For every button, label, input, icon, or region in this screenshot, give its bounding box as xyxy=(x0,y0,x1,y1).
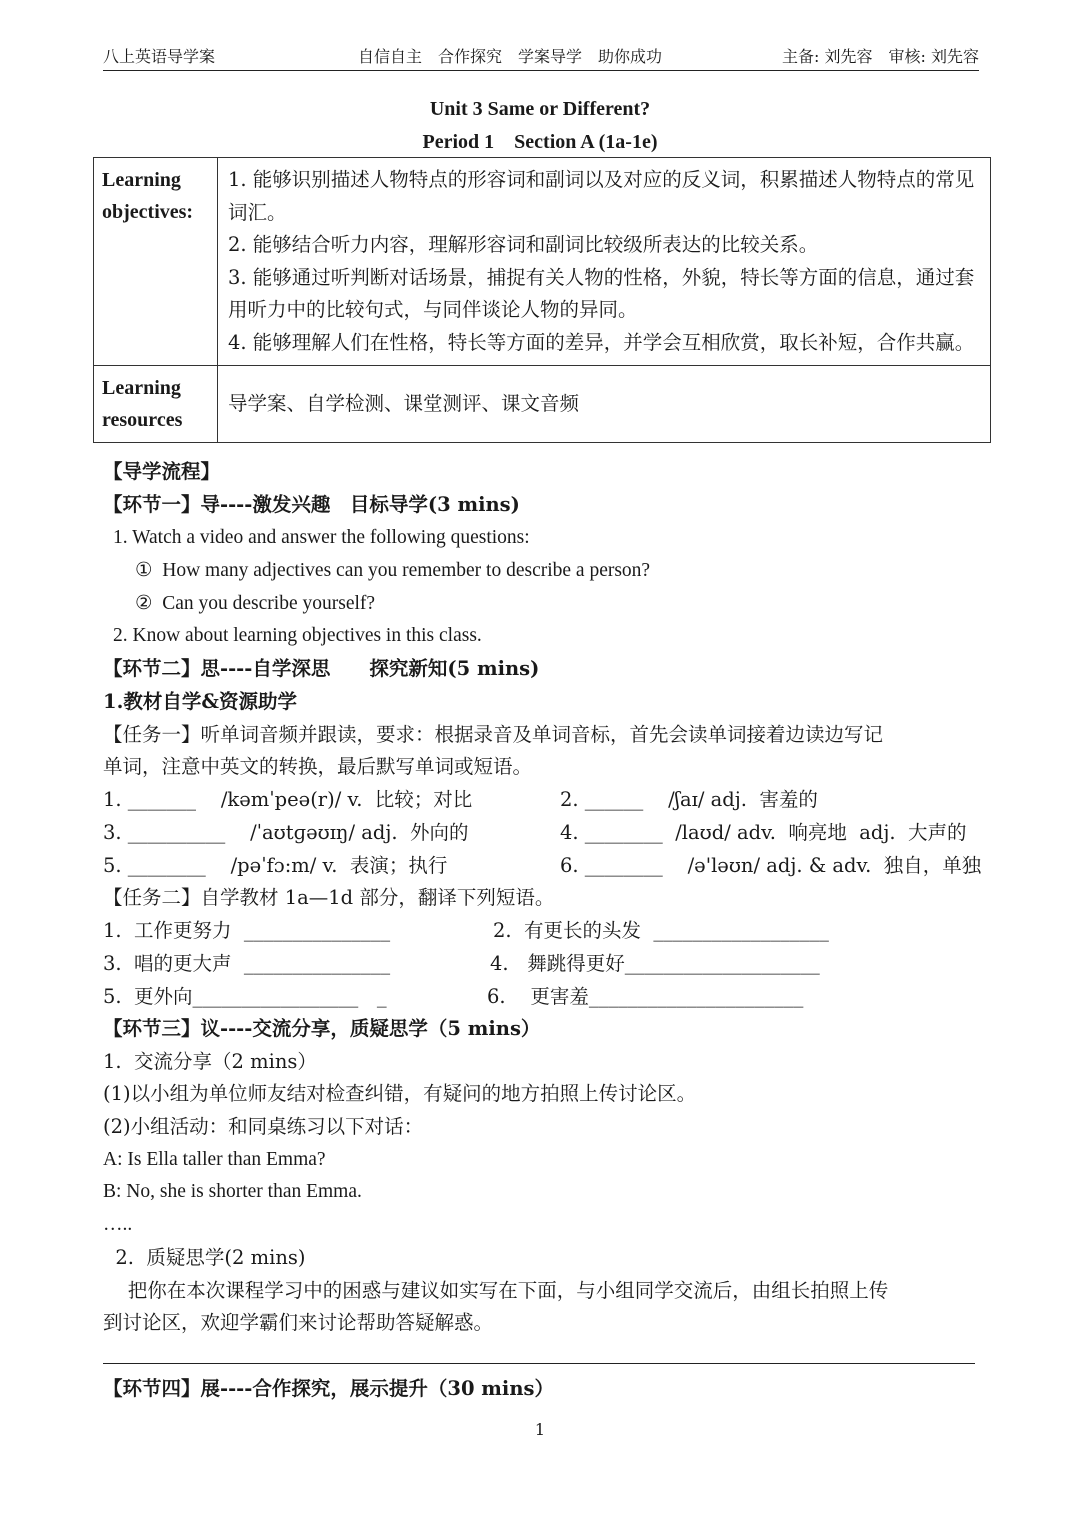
period-subtitle: Period 1 Section A (1a-1e) xyxy=(422,131,658,153)
objectives-list xyxy=(218,158,991,366)
phrase-item: 6. 更害羞______________________ xyxy=(487,985,804,1008)
stage1-question-1a: ① How many adjectives can you remember to describe a person? xyxy=(135,560,651,581)
stage4-title: 【环节四】展----合作探究，展示提升（30 mins） xyxy=(103,1377,554,1400)
stage3-part2-line1: 把你在本次课程学习中的困惑与建议如实写在下面，与小组同学交流后，由组长拍照上传 xyxy=(103,1279,889,1302)
header-left: 八上英语导学案 xyxy=(103,47,216,66)
dialog-ellipsis: ….. xyxy=(103,1214,133,1235)
vocab-item: 1. _______ /kəmˈpeə(r)/ v. 比较；对比 xyxy=(103,788,473,811)
stage1-question-1b: ② Can you describe yourself? xyxy=(135,593,376,614)
stage3-part2-line2: 到讨论区，欢迎学霸们来讨论帮助答疑解惑。 xyxy=(103,1311,494,1334)
resources-label: Learning resources xyxy=(94,366,218,443)
objective-item: 4. 能够理解人们在性格，特长等方面的差异，并学会互相欣赏，取长补短，合作共赢。 xyxy=(228,330,975,354)
header-right: 主备: 刘先容 审核: 刘先容 xyxy=(782,47,979,66)
stage2-subtitle: 1.教材自学&资源助学 xyxy=(103,690,297,713)
phrase-item: 5. 更外向_________________ _ xyxy=(103,985,387,1008)
vocab-item: 6. ________ /ə'ləʊn/ adj. & adv. 独自，单独 xyxy=(560,854,982,877)
stage3-part1b: (2)小组活动：和同桌练习以下对话： xyxy=(103,1115,424,1138)
stage1-question-1: 1. Watch a video and answer the following questions: xyxy=(113,527,530,548)
answer-line xyxy=(103,1363,975,1364)
header-center: 自信自主 合作探究 学案导学 助你成功 xyxy=(358,47,663,66)
objective-item: 1. 能够识别描述人物特点的形容词和副词以及对应的反义词，积累描述人物特点的常见词汇。 xyxy=(228,168,975,224)
objectives-label: Learning objectives: xyxy=(94,158,218,366)
flow-title: 【导学流程】 xyxy=(103,460,221,483)
phrase-item: 2. 有更长的头发 __________________ xyxy=(493,919,829,942)
dialog-line-b: B: No, she is shorter than Emma. xyxy=(103,1181,362,1202)
objective-item: 2. 能够结合听力内容，理解形容词和副词比较级所表达的比较关系。 xyxy=(228,233,819,256)
page-number: 1 xyxy=(534,1420,546,1439)
stage1-title: 【环节一】导----激发兴趣 目标导学(3 mins) xyxy=(103,493,520,516)
task1-line1: 【任务一】听单词音频并跟读，要求：根据录音及单词音标，首先会读单词接着边读边写记 xyxy=(103,723,884,746)
stage3-part2: 2. 质疑思学(2 mins) xyxy=(103,1246,306,1269)
stage3-title: 【环节三】议----交流分享，质疑思学（5 mins） xyxy=(103,1017,541,1040)
vocab-item: 4. ________ /laʊd/ adv. 响亮地 adj. 大声的 xyxy=(560,821,967,844)
stage2-title: 【环节二】思----自学深思 探究新知(5 mins) xyxy=(103,657,540,680)
phrase-item: 3. 唱的更大声 _______________ xyxy=(103,952,391,975)
stage3-part1: 1. 交流分享（2 mins） xyxy=(103,1050,317,1073)
unit-title: Unit 3 Same or Different? xyxy=(429,98,651,120)
objective-item: 3. 能够通过听判断对话场景，捕捉有关人物的性格，外貌，特长等方面的信息，通过套用听力中的比较句式，与同伴谈论人物的异同。 xyxy=(228,265,975,321)
task2-title: 【任务二】自学教材 1a—1d 部分，翻译下列短语。 xyxy=(103,886,555,909)
phrase-item: 4. 舞跳得更好____________________ xyxy=(490,952,820,975)
stage3-part1a: (1)以小组为单位师友结对检查纠错，有疑问的地方拍照上传讨论区。 xyxy=(103,1082,697,1105)
stage1-question-2: 2. Know about learning objectives in this class. xyxy=(113,625,482,646)
vocab-item: 3. __________ /ˈaʊtɡəʊɪŋ/ adj. 外向的 xyxy=(103,821,469,844)
objectives-table xyxy=(93,157,991,443)
phrase-item: 1. 工作更努力 _______________ xyxy=(103,919,391,942)
task1-line2: 单词，注意中英文的转换，最后默写单词或短语。 xyxy=(103,755,533,778)
vocab-item: 5. ________ /pəˈfɔ:m/ v. 表演；执行 xyxy=(103,854,448,877)
resources-value: 导学案、自学检测、课堂测评、课文音频 xyxy=(218,366,991,443)
dialog-line-a: A: Is Ella taller than Emma? xyxy=(103,1149,326,1170)
page-header xyxy=(103,44,979,71)
vocab-item: 2. ______ /ʃaɪ/ adj. 害羞的 xyxy=(560,788,818,811)
